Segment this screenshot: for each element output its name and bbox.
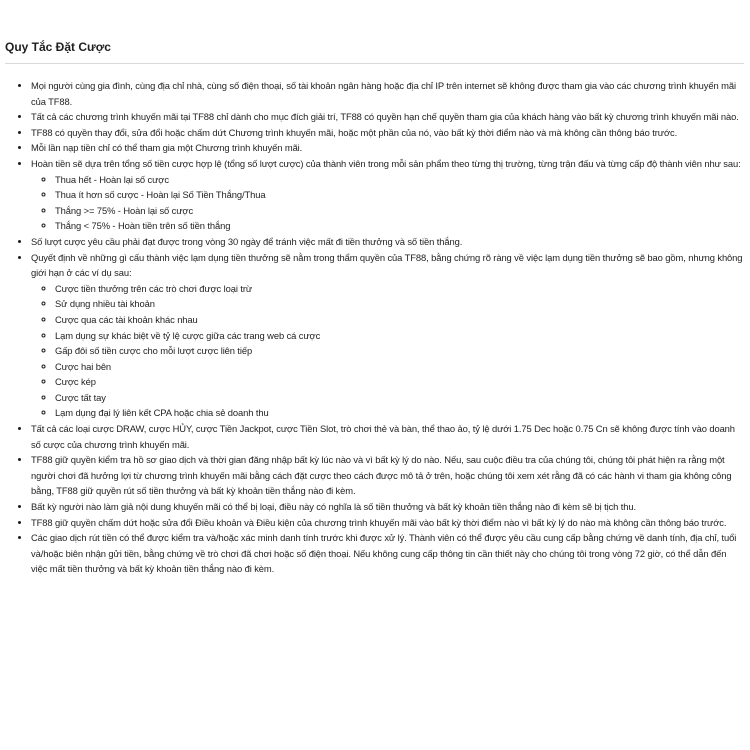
rule-subitem: ◦ Cược tiền thưởng trên các trò chơi được loại trừ — [55, 281, 744, 297]
rule-text: TF88 giữ quyền chấm dứt hoặc sửa đổi Điều khoản và Điều kiện của chương trình khuyến mãi vào bất kỳ thời điểm nào vì bất kỳ lý do nào mà không cần thông báo trước. — [31, 516, 727, 528]
rule-item — [31, 499, 744, 515]
rule-subitem: ◦ Cược qua các tài khoản khác nhau — [55, 312, 744, 328]
rule-text: TF88 có quyền thay đổi, sửa đổi hoặc chấm dứt Chương trình khuyến mãi, hoặc một phần của nó, vào bất kỳ thời điểm nào và mà không cần thông báo trước. — [31, 126, 678, 138]
rule-subitem: ◦ Thua hết - Hoàn lại số cược — [55, 172, 744, 188]
page-title: Quy Tắc Đặt Cược — [5, 0, 744, 64]
rules-list — [5, 78, 744, 577]
rule-text: Tất cả các loại cược DRAW, cược HỦY, cược Tiền Jackpot, cược Tiền Slot, trò chơi thẻ và bàn, thể thao ảo, tỷ lệ dưới 1.75 Dec hoặc 0.75 Cn sẽ không được tính vào doanh số cược của chương trình khuyến mãi. — [31, 423, 735, 450]
rule-item — [31, 109, 744, 125]
rule-subitem: ◦ Cược tất tay — [55, 390, 744, 406]
rule-sublist — [31, 281, 744, 421]
rule-item — [31, 421, 744, 452]
rule-item — [31, 515, 744, 531]
rule-text: Các giao dịch rút tiền có thể được kiểm tra và/hoặc xác minh danh tính trước khi được xử lý. Thành viên có thể được yêu cầu cung cấp bằng chứng về danh tính, địa chỉ, tuổi và/hoặc biên nhận gửi tiền, bằng chứng về trò chơi đã chơi hoặc số điện thoại. Nếu không cung cấp thông tin cần thiết này cho chúng tôi trong vòng 72 giờ, có thể dẫn đến việc mất tiền thưởng và bất kỳ khoản tiền thắng nào đi kèm. — [31, 532, 737, 575]
rule-item — [31, 78, 744, 109]
rule-subitem: ◦ Thắng < 75% - Hoàn tiền trên số tiền thắng — [55, 218, 744, 234]
rule-item — [31, 156, 744, 234]
rule-item — [31, 234, 744, 250]
rule-subitem: ◦ Thắng >= 75% - Hoàn lại số cược — [55, 203, 744, 219]
rule-sublist — [31, 172, 744, 234]
rule-subitem: ◦ Lạm dụng sự khác biệt về tỷ lệ cược giữa các trang web cá cược — [55, 328, 744, 344]
rule-text: Bất kỳ người nào làm giả nội dung khuyến mãi có thể bị loại, điều này có nghĩa là số tiền thưởng và bất kỳ khoản tiền thắng nào đi kèm sẽ bị tịch thu. — [31, 501, 637, 513]
rule-item — [31, 140, 744, 156]
rule-text: Mọi người cùng gia đình, cùng địa chỉ nhà, cùng số điện thoại, số tài khoản ngân hàng hoặc địa chỉ IP trên internet sẽ không được tham gia vào các chương trình khuyến mãi của TF88. — [31, 80, 736, 107]
rule-subitem: ◦ Lạm dụng đại lý liên kết CPA hoặc chia sẻ doanh thu — [55, 405, 744, 421]
rule-text: Mỗi lần nạp tiền chỉ có thể tham gia một Chương trình khuyến mãi. — [31, 142, 303, 154]
rule-subitem: ◦ Sử dụng nhiều tài khoản — [55, 296, 744, 312]
rule-item — [31, 125, 744, 141]
rule-subitem: ◦ Cược hai bên — [55, 359, 744, 375]
rule-subitem: ◦ Thua ít hơn số cược - Hoàn lại Số Tiền Thắng/Thua — [55, 187, 744, 203]
rule-subitem: ◦ Gấp đôi số tiền cược cho mỗi lượt cược liên tiếp — [55, 343, 744, 359]
rule-text: TF88 giữ quyền kiểm tra hồ sơ giao dịch và thời gian đăng nhập bất kỳ lúc nào và vì bất kỳ lý do nào. Nếu, sau cuộc điều tra của chúng tôi, chúng tôi phát hiện ra rằng một người chơi đã hưởng lợi từ chương trình khuyến mãi bằng cách đặt cược theo cách được mô tả ở trên, hoặc chúng tôi xem xét rằng đã có các hành vi tham gia không công bằng, TF88 giữ quyền rút số tiền thưởng và bất kỳ khoản tiền thắng nào đi kèm. — [31, 454, 732, 497]
rule-text: Số lượt cược yêu cầu phải đạt được trong vòng 30 ngày để tránh việc mất đi tiền thưởng và số tiền thắng. — [31, 235, 463, 247]
rule-item — [31, 250, 744, 422]
rule-subitem: ◦ Cược kép — [55, 374, 744, 390]
rule-item — [31, 452, 744, 499]
rule-text: Quyết định về những gì cấu thành việc lạm dụng tiền thưởng sẽ nằm trong thẩm quyền của TF88, bằng chứng rõ ràng về việc lạm dụng tiền thưởng sẽ bao gồm, nhưng không giới hạn ở các ví dụ sau: — [31, 251, 743, 279]
rule-text: Tất cả các chương trình khuyến mãi tại TF88 chỉ dành cho mục đích giải trí, TF88 có quyền hạn chế quyền tham gia của khách hàng vào bất kỳ chương trình khuyến mãi nào. — [31, 111, 739, 123]
rule-item — [31, 530, 744, 577]
rule-text: Hoàn tiền sẽ dựa trên tổng số tiền cược hợp lệ (tổng số lượt cược) của thành viên trong mỗi sản phẩm theo từng thị trường, từng trận đấu và từng cấp độ thành viên như sau: — [31, 157, 741, 169]
